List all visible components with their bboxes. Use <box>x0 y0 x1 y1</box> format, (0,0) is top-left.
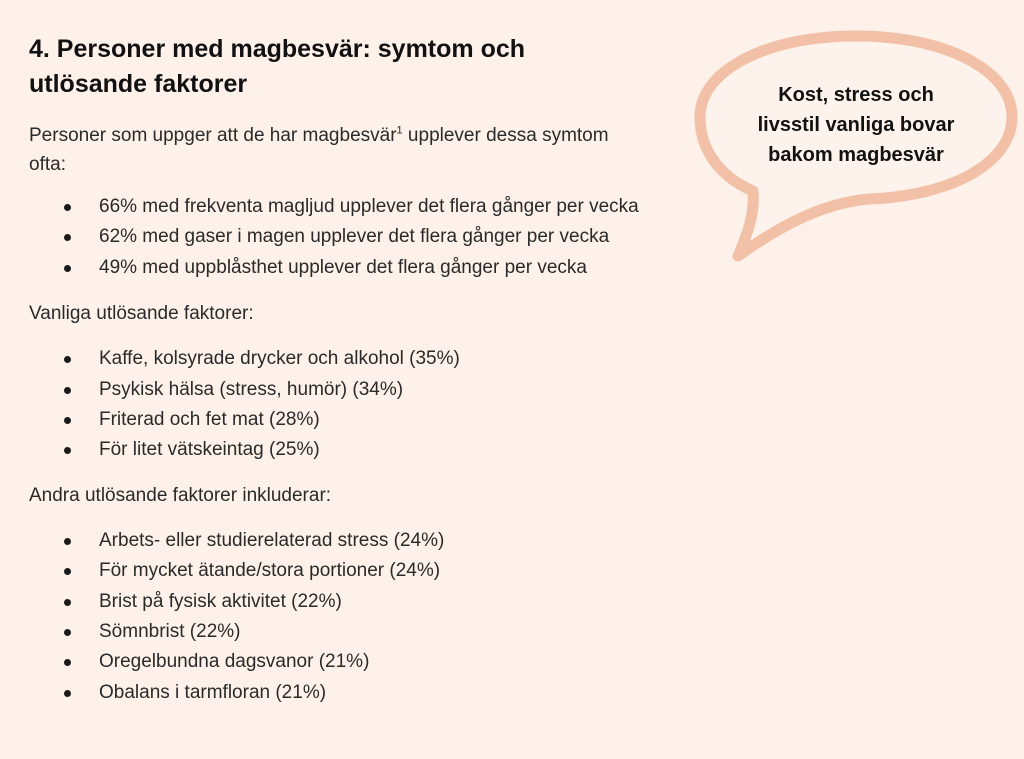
list-item <box>29 587 709 617</box>
list-item-text: Friterad och fet mat (28%) <box>99 409 320 431</box>
bullet-icon <box>64 387 71 394</box>
list-item <box>29 344 709 374</box>
bullet-icon <box>64 356 71 363</box>
list-item-text: Sömnbrist (22%) <box>99 621 241 643</box>
list-item <box>29 435 709 465</box>
speech-bubble-callout <box>693 28 1019 268</box>
bullet-icon <box>64 599 71 606</box>
symptom-list <box>29 192 689 283</box>
common-factors-label: Vanliga utlösande faktorer: <box>29 303 254 325</box>
list-item-text: Arbets- eller studierelaterad stress (24%) <box>99 529 445 551</box>
other-factors-list <box>29 526 709 708</box>
bullet-icon <box>64 629 71 636</box>
bullet-icon <box>64 417 71 424</box>
bullet-icon <box>64 659 71 666</box>
list-item <box>29 617 709 647</box>
list-item <box>29 375 709 405</box>
bullet-icon <box>64 447 71 454</box>
intro-paragraph <box>29 121 639 179</box>
list-item-text: 66% med frekventa magljud upplever det flera gånger per vecka <box>99 196 639 217</box>
list-item-text: Obalans i tarmfloran (21%) <box>99 681 327 703</box>
list-item-text: 49% med uppblåsthet upplever det flera gånger per vecka <box>99 256 587 278</box>
list-item-text: För mycket ätande/stora portioner (24%) <box>99 560 441 582</box>
list-item-text: För litet vätskeintag (25%) <box>99 439 320 461</box>
section-heading: 4. Personer med magbesvär: symtom och utlösande faktorer <box>29 35 526 98</box>
list-item-text: Kaffe, kolsyrade drycker och alkohol (35%) <box>99 348 460 370</box>
list-item-text: Brist på fysisk aktivitet (22%) <box>99 590 342 612</box>
list-item <box>29 253 689 283</box>
bullet-icon <box>64 538 71 545</box>
list-item <box>29 192 689 222</box>
list-item <box>29 405 709 435</box>
list-item <box>29 526 709 556</box>
bullet-icon <box>64 234 71 241</box>
list-item-text: 62% med gaser i magen upplever det flera gånger per vecka <box>99 226 610 248</box>
list-item <box>29 556 709 586</box>
intro-text-end: upplever dessa symtom ofta: <box>29 125 609 175</box>
list-item <box>29 678 709 708</box>
list-item-text: Psykisk hälsa (stress, humör) (34%) <box>99 378 404 400</box>
list-item <box>29 647 709 677</box>
common-factors-list <box>29 344 709 466</box>
bullet-icon <box>64 204 71 211</box>
bullet-icon <box>64 690 71 697</box>
bullet-icon <box>64 568 71 575</box>
other-factors-label: Andra utlösande faktorer inkluderar: <box>29 484 332 506</box>
callout-text: Kost, stress och livsstil vanliga bovar bakom magbesvär <box>757 84 955 166</box>
footnote-marker: 1 <box>396 124 403 137</box>
list-item-text: Oregelbundna dagsvanor (21%) <box>99 651 370 673</box>
article <box>29 32 709 708</box>
list-item <box>29 222 689 252</box>
bullet-icon <box>64 265 71 272</box>
intro-text-start: Personer som uppger att de har magbesvär <box>29 125 397 146</box>
